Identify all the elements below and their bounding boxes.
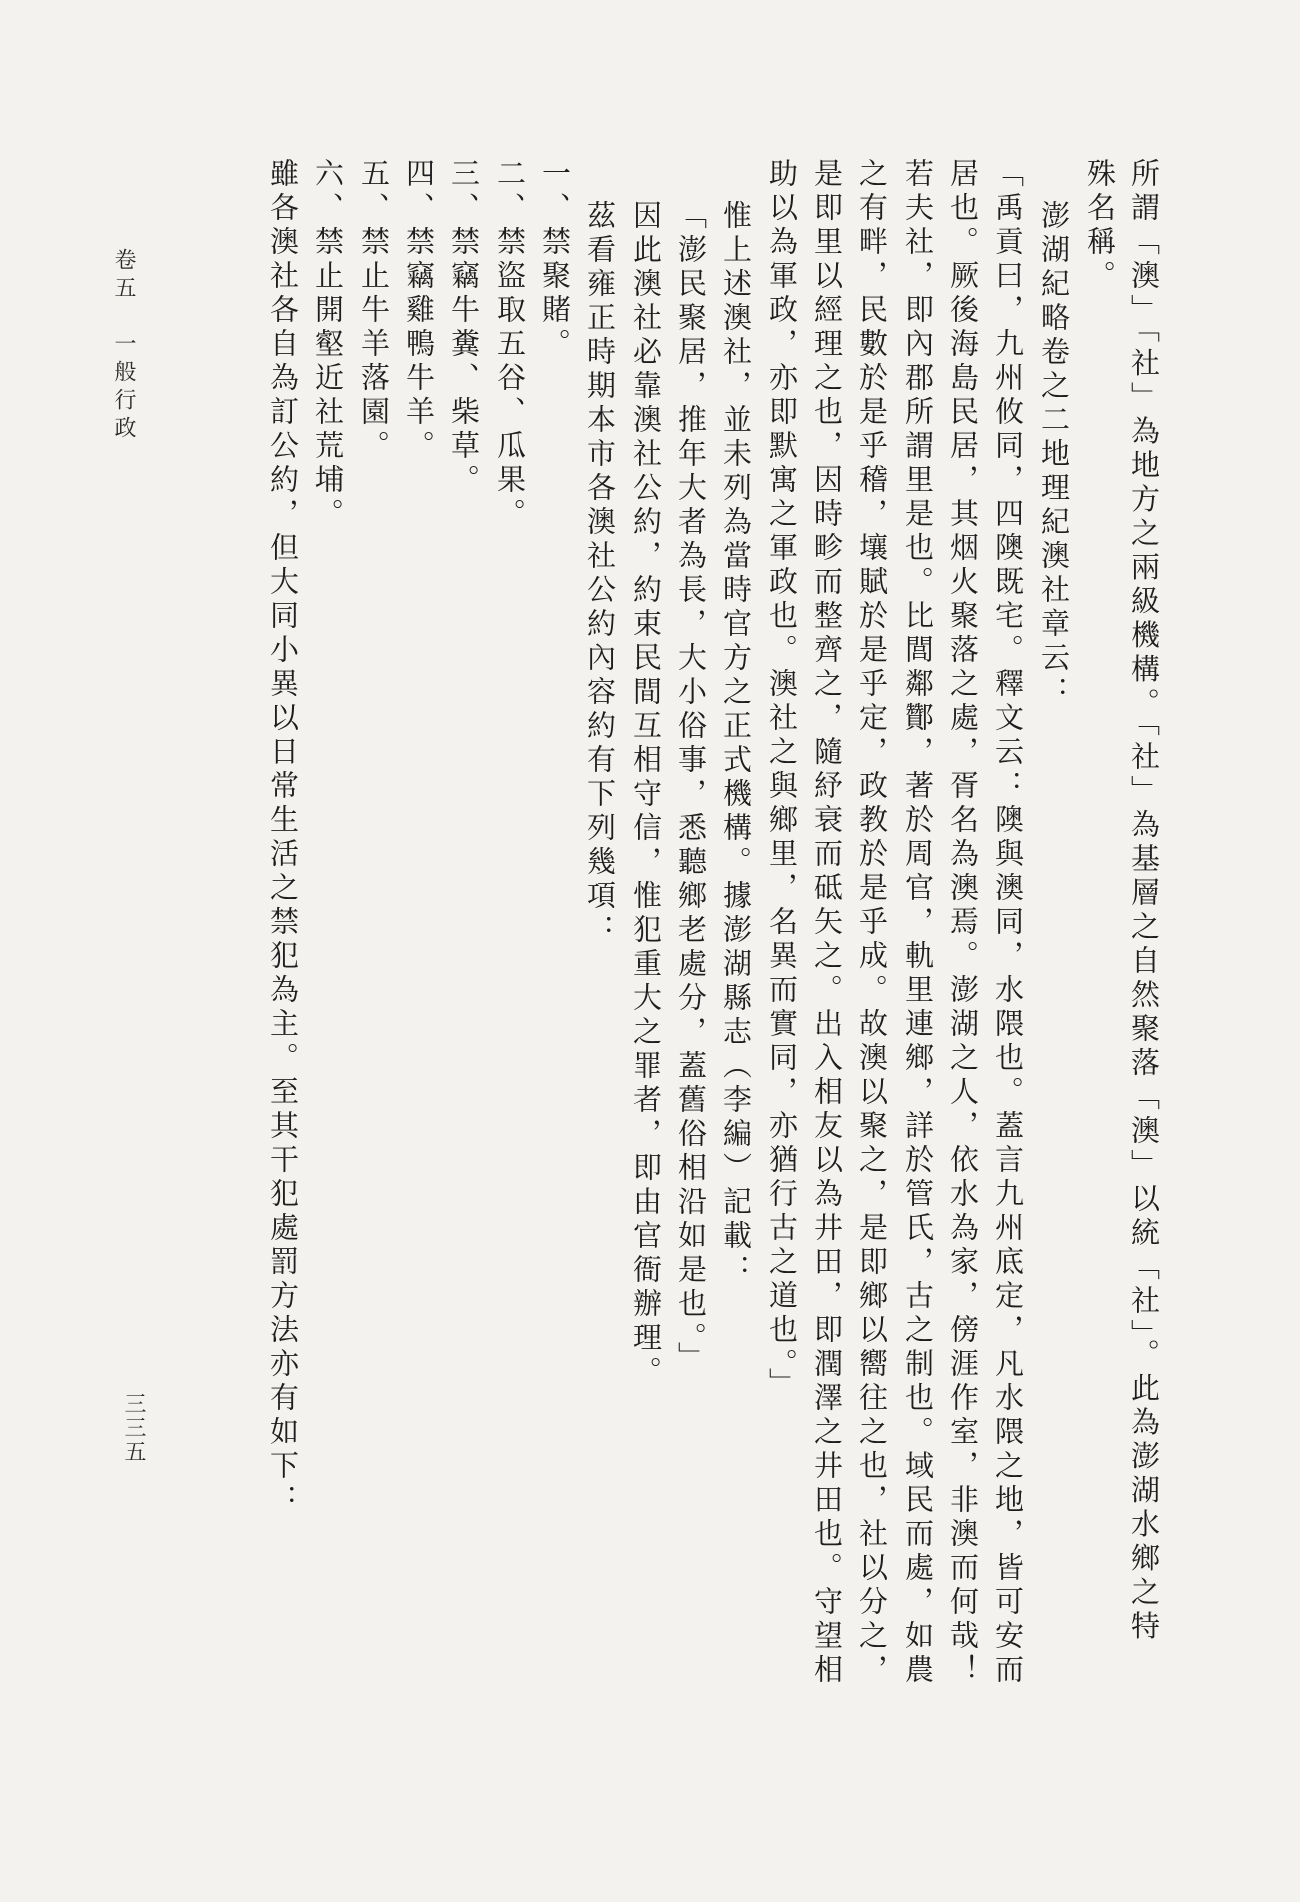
text-column-16: 三、禁竊牛糞、柴草。	[447, 158, 481, 498]
running-head: 卷五 一般行政	[111, 248, 136, 444]
text-column-2: 殊名稱。	[1083, 158, 1117, 294]
text-column-6: 若夫社，即內郡所謂里是也。比閭鄰酇，著於周官，軌里連鄉，詳於管氏，古之制也。域民而處，如農	[901, 158, 935, 1688]
text-column-4: 「禹貢曰，九州攸同，四隩既宅。釋文云：隩與澳同，水隈也。蓋言九州底定，凡水隈之地，皆可安而	[991, 158, 1025, 1688]
text-column-3: 澎湖紀略卷之二地理紀澳社章云：	[1037, 200, 1071, 710]
text-column-13: 茲看雍正時期本市各澳社公約內容約有下列幾項：	[583, 200, 617, 948]
text-column-5: 居也。厥後海島民居，其烟火聚落之處，胥名為澳焉。澎湖之人，依水為家，傍涯作室，非澳而何哉！	[946, 158, 980, 1688]
text-column-10: 惟上述澳社，並未列為當時官方之正式機構。據澎湖縣志（李編）記載：	[719, 200, 753, 1288]
text-column-12: 因此澳社必靠澳社公約，約束民間互相守信，惟犯重大之罪者，即由官衙辦理。	[629, 200, 663, 1390]
text-column-15: 二、禁盜取五谷、瓜果。	[493, 158, 527, 532]
text-column-7: 之有畔，民數於是乎稽，壤賦於是乎定，政教於是乎成。故澳以聚之，是即鄉以嚮往之也，社以分之，	[855, 158, 889, 1688]
text-column-18: 五、禁止牛羊落園。	[357, 158, 391, 464]
text-column-1: 所謂「澳」「社」為地方之兩級機構。「社」為基層之自然聚落「澳」以統「社」。此為澎湖水鄉之特	[1127, 158, 1161, 1645]
text-column-19: 六、禁止開壑近社荒埔。	[311, 158, 345, 532]
page-number: 三三五	[121, 1392, 146, 1464]
text-column-8: 是即里以經理之也，因時畛而整齊之，隨紓衰而砥矢之。出入相友以為井田，即潤澤之井田也。守望相	[810, 158, 844, 1688]
text-column-14: 一、禁聚賭。	[538, 158, 572, 362]
text-column-20: 雖各澳社各自為訂公約，但大同小異以日常生活之禁犯為主。至其干犯處罰方法亦有如下：	[266, 158, 300, 1518]
text-column-17: 四、禁竊雞鴨牛羊。	[402, 158, 436, 464]
text-column-11: 「澎民聚居，推年大者為長，大小俗事，悉聽鄉老處分，蓋舊俗相沿如是也。」	[674, 200, 708, 1376]
text-column-9: 助以為軍政，亦即默寓之軍政也。澳社之與鄉里，名異而實同，亦猶行古之道也。」	[765, 158, 799, 1402]
